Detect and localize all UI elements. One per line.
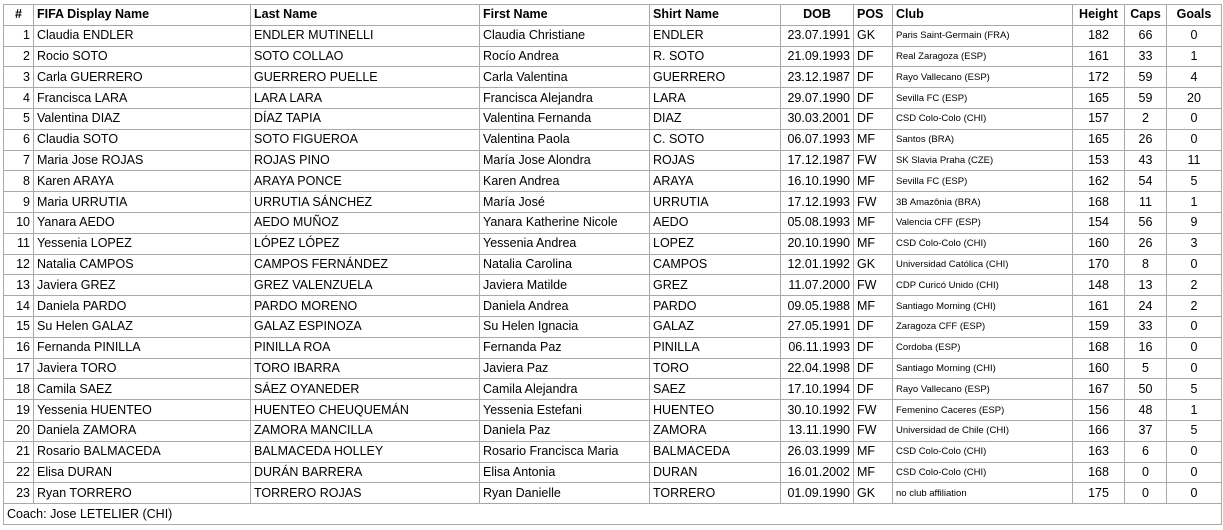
- player-first-name: Claudia Christiane: [480, 25, 650, 46]
- player-last-name: LÓPEZ LÓPEZ: [251, 233, 480, 254]
- player-club: CSD Colo-Colo (CHI): [893, 108, 1073, 129]
- player-dob: 23.07.1991: [781, 25, 854, 46]
- player-dob: 26.03.1999: [781, 441, 854, 462]
- header-row: [4, 5, 1222, 26]
- player-club: Sevilla FC (ESP): [893, 171, 1073, 192]
- player-club: 3B Amazônia (BRA): [893, 192, 1073, 213]
- header-position: POS: [854, 5, 893, 26]
- player-fifa-name: Daniela PARDO: [34, 296, 251, 317]
- player-first-name: Camila Alejandra: [480, 379, 650, 400]
- player-last-name: CAMPOS FERNÁNDEZ: [251, 254, 480, 275]
- player-position: DF: [854, 88, 893, 109]
- player-caps: 33: [1125, 46, 1167, 67]
- player-first-name: Yessenia Andrea: [480, 233, 650, 254]
- player-first-name: Daniela Andrea: [480, 296, 650, 317]
- table-row: [4, 150, 1222, 171]
- player-shirt-name: ARAYA: [650, 171, 781, 192]
- player-number: 6: [4, 129, 34, 150]
- player-goals: 1: [1167, 192, 1222, 213]
- player-club: SK Slavia Praha (CZE): [893, 150, 1073, 171]
- player-shirt-name: DIAZ: [650, 108, 781, 129]
- player-first-name: Rocío Andrea: [480, 46, 650, 67]
- player-goals: 0: [1167, 337, 1222, 358]
- player-club: Real Zaragoza (ESP): [893, 46, 1073, 67]
- player-goals: 5: [1167, 171, 1222, 192]
- player-first-name: María José: [480, 192, 650, 213]
- player-shirt-name: ENDLER: [650, 25, 781, 46]
- table-row: [4, 316, 1222, 337]
- player-caps: 43: [1125, 150, 1167, 171]
- player-first-name: Rosario Francisca Maria: [480, 441, 650, 462]
- player-number: 14: [4, 296, 34, 317]
- player-club: Femenino Caceres (ESP): [893, 400, 1073, 421]
- player-number: 5: [4, 108, 34, 129]
- header-fifa-name: FIFA Display Name: [34, 5, 251, 26]
- player-club: Rayo Vallecano (ESP): [893, 67, 1073, 88]
- player-first-name: Valentina Fernanda: [480, 108, 650, 129]
- player-dob: 16.01.2002: [781, 462, 854, 483]
- table-row: [4, 171, 1222, 192]
- player-fifa-name: Carla GUERRERO: [34, 67, 251, 88]
- player-club: Rayo Vallecano (ESP): [893, 379, 1073, 400]
- player-position: MF: [854, 233, 893, 254]
- player-number: 4: [4, 88, 34, 109]
- player-height: 148: [1073, 275, 1125, 296]
- table-row: [4, 129, 1222, 150]
- player-height: 166: [1073, 420, 1125, 441]
- player-dob: 21.09.1993: [781, 46, 854, 67]
- player-shirt-name: DURAN: [650, 462, 781, 483]
- player-position: FW: [854, 420, 893, 441]
- player-number: 15: [4, 316, 34, 337]
- player-last-name: DURÁN BARRERA: [251, 462, 480, 483]
- player-fifa-name: Yanara AEDO: [34, 212, 251, 233]
- player-shirt-name: URRUTIA: [650, 192, 781, 213]
- player-goals: 1: [1167, 46, 1222, 67]
- player-caps: 59: [1125, 88, 1167, 109]
- player-shirt-name: GREZ: [650, 275, 781, 296]
- player-last-name: SOTO COLLAO: [251, 46, 480, 67]
- player-shirt-name: ROJAS: [650, 150, 781, 171]
- player-shirt-name: ZAMORA: [650, 420, 781, 441]
- player-first-name: Valentina Paola: [480, 129, 650, 150]
- player-dob: 27.05.1991: [781, 316, 854, 337]
- player-club: CSD Colo-Colo (CHI): [893, 441, 1073, 462]
- player-shirt-name: SAEZ: [650, 379, 781, 400]
- player-first-name: Elisa Antonia: [480, 462, 650, 483]
- player-fifa-name: Valentina DIAZ: [34, 108, 251, 129]
- player-shirt-name: R. SOTO: [650, 46, 781, 67]
- player-last-name: ENDLER MUTINELLI: [251, 25, 480, 46]
- player-dob: 06.07.1993: [781, 129, 854, 150]
- player-position: MF: [854, 296, 893, 317]
- player-fifa-name: Francisca LARA: [34, 88, 251, 109]
- table-row: [4, 254, 1222, 275]
- table-row: [4, 88, 1222, 109]
- player-first-name: Natalia Carolina: [480, 254, 650, 275]
- player-shirt-name: LARA: [650, 88, 781, 109]
- player-number: 12: [4, 254, 34, 275]
- player-shirt-name: CAMPOS: [650, 254, 781, 275]
- squad-table: [3, 4, 1222, 525]
- player-position: DF: [854, 316, 893, 337]
- player-caps: 6: [1125, 441, 1167, 462]
- table-row: [4, 108, 1222, 129]
- player-height: 160: [1073, 358, 1125, 379]
- player-height: 168: [1073, 192, 1125, 213]
- player-club: Santiago Morning (CHI): [893, 296, 1073, 317]
- player-club: Santos (BRA): [893, 129, 1073, 150]
- player-dob: 01.09.1990: [781, 483, 854, 504]
- player-dob: 30.10.1992: [781, 400, 854, 421]
- player-height: 154: [1073, 212, 1125, 233]
- player-goals: 0: [1167, 108, 1222, 129]
- player-caps: 56: [1125, 212, 1167, 233]
- player-height: 168: [1073, 462, 1125, 483]
- player-goals: 0: [1167, 129, 1222, 150]
- player-last-name: HUENTEO CHEUQUEMÁN: [251, 400, 480, 421]
- player-last-name: SÁEZ OYANEDER: [251, 379, 480, 400]
- player-goals: 0: [1167, 25, 1222, 46]
- header-club: Club: [893, 5, 1073, 26]
- player-position: DF: [854, 337, 893, 358]
- player-first-name: Karen Andrea: [480, 171, 650, 192]
- player-club: Valencia CFF (ESP): [893, 212, 1073, 233]
- player-fifa-name: Daniela ZAMORA: [34, 420, 251, 441]
- player-last-name: LARA LARA: [251, 88, 480, 109]
- player-caps: 11: [1125, 192, 1167, 213]
- player-first-name: Javiera Matilde: [480, 275, 650, 296]
- player-last-name: SOTO FIGUEROA: [251, 129, 480, 150]
- player-first-name: Yessenia Estefani: [480, 400, 650, 421]
- player-fifa-name: Rocio SOTO: [34, 46, 251, 67]
- header-last-name: Last Name: [251, 5, 480, 26]
- player-last-name: DÍAZ TAPIA: [251, 108, 480, 129]
- player-height: 163: [1073, 441, 1125, 462]
- player-fifa-name: Rosario BALMACEDA: [34, 441, 251, 462]
- player-goals: 0: [1167, 462, 1222, 483]
- player-height: 162: [1073, 171, 1125, 192]
- player-dob: 13.11.1990: [781, 420, 854, 441]
- table-row: [4, 25, 1222, 46]
- player-caps: 8: [1125, 254, 1167, 275]
- player-height: 167: [1073, 379, 1125, 400]
- player-goals: 11: [1167, 150, 1222, 171]
- player-position: FW: [854, 150, 893, 171]
- player-fifa-name: Ryan TORRERO: [34, 483, 251, 504]
- player-last-name: ZAMORA MANCILLA: [251, 420, 480, 441]
- player-goals: 5: [1167, 379, 1222, 400]
- player-height: 153: [1073, 150, 1125, 171]
- player-caps: 13: [1125, 275, 1167, 296]
- player-dob: 17.10.1994: [781, 379, 854, 400]
- player-height: 159: [1073, 316, 1125, 337]
- player-caps: 26: [1125, 233, 1167, 254]
- player-number: 19: [4, 400, 34, 421]
- player-dob: 17.12.1993: [781, 192, 854, 213]
- table-row: [4, 462, 1222, 483]
- header-dob: DOB: [781, 5, 854, 26]
- player-position: GK: [854, 25, 893, 46]
- player-first-name: María Jose Alondra: [480, 150, 650, 171]
- player-shirt-name: GUERRERO: [650, 67, 781, 88]
- player-position: FW: [854, 400, 893, 421]
- player-position: FW: [854, 192, 893, 213]
- header-height: Height: [1073, 5, 1125, 26]
- player-number: 1: [4, 25, 34, 46]
- table-row: [4, 400, 1222, 421]
- player-fifa-name: Camila SAEZ: [34, 379, 251, 400]
- player-number: 21: [4, 441, 34, 462]
- player-caps: 5: [1125, 358, 1167, 379]
- player-club: no club affiliation: [893, 483, 1073, 504]
- player-position: MF: [854, 462, 893, 483]
- player-club: CSD Colo-Colo (CHI): [893, 233, 1073, 254]
- player-height: 161: [1073, 46, 1125, 67]
- player-number: 18: [4, 379, 34, 400]
- player-caps: 48: [1125, 400, 1167, 421]
- player-number: 20: [4, 420, 34, 441]
- player-caps: 0: [1125, 483, 1167, 504]
- player-height: 175: [1073, 483, 1125, 504]
- table-row: [4, 275, 1222, 296]
- header-number: #: [4, 5, 34, 26]
- player-caps: 0: [1125, 462, 1167, 483]
- player-caps: 24: [1125, 296, 1167, 317]
- player-last-name: URRUTIA SÁNCHEZ: [251, 192, 480, 213]
- player-number: 7: [4, 150, 34, 171]
- player-caps: 16: [1125, 337, 1167, 358]
- player-shirt-name: PARDO: [650, 296, 781, 317]
- table-row: [4, 483, 1222, 504]
- player-height: 165: [1073, 88, 1125, 109]
- player-number: 23: [4, 483, 34, 504]
- player-position: MF: [854, 171, 893, 192]
- player-first-name: Javiera Paz: [480, 358, 650, 379]
- player-number: 16: [4, 337, 34, 358]
- player-first-name: Francisca Alejandra: [480, 88, 650, 109]
- player-position: DF: [854, 46, 893, 67]
- player-first-name: Yanara Katherine Nicole: [480, 212, 650, 233]
- player-goals: 5: [1167, 420, 1222, 441]
- player-shirt-name: AEDO: [650, 212, 781, 233]
- table-row: [4, 212, 1222, 233]
- player-position: DF: [854, 67, 893, 88]
- table-row: [4, 233, 1222, 254]
- player-last-name: PARDO MORENO: [251, 296, 480, 317]
- player-goals: 0: [1167, 358, 1222, 379]
- player-dob: 16.10.1990: [781, 171, 854, 192]
- player-fifa-name: Yessenia HUENTEO: [34, 400, 251, 421]
- player-height: 170: [1073, 254, 1125, 275]
- player-club: Santiago Morning (CHI): [893, 358, 1073, 379]
- player-dob: 06.11.1993: [781, 337, 854, 358]
- player-rows: [4, 25, 1222, 503]
- player-number: 10: [4, 212, 34, 233]
- player-goals: 2: [1167, 275, 1222, 296]
- player-goals: 0: [1167, 316, 1222, 337]
- player-position: MF: [854, 212, 893, 233]
- player-last-name: GREZ VALENZUELA: [251, 275, 480, 296]
- player-goals: 0: [1167, 441, 1222, 462]
- player-shirt-name: C. SOTO: [650, 129, 781, 150]
- player-first-name: Fernanda Paz: [480, 337, 650, 358]
- player-dob: 11.07.2000: [781, 275, 854, 296]
- player-shirt-name: LOPEZ: [650, 233, 781, 254]
- player-fifa-name: Claudia SOTO: [34, 129, 251, 150]
- player-shirt-name: PINILLA: [650, 337, 781, 358]
- player-dob: 05.08.1993: [781, 212, 854, 233]
- player-goals: 3: [1167, 233, 1222, 254]
- player-goals: 9: [1167, 212, 1222, 233]
- player-caps: 2: [1125, 108, 1167, 129]
- player-height: 182: [1073, 25, 1125, 46]
- player-position: DF: [854, 108, 893, 129]
- player-dob: 17.12.1987: [781, 150, 854, 171]
- table-row: [4, 192, 1222, 213]
- player-height: 172: [1073, 67, 1125, 88]
- player-goals: 4: [1167, 67, 1222, 88]
- coach-row: [4, 504, 1222, 525]
- player-number: 22: [4, 462, 34, 483]
- player-last-name: PINILLA ROA: [251, 337, 480, 358]
- player-first-name: Carla Valentina: [480, 67, 650, 88]
- player-goals: 1: [1167, 400, 1222, 421]
- player-club: Paris Saint-Germain (FRA): [893, 25, 1073, 46]
- table-row: [4, 441, 1222, 462]
- player-goals: 0: [1167, 483, 1222, 504]
- header-shirt-name: Shirt Name: [650, 5, 781, 26]
- table-row: [4, 296, 1222, 317]
- player-number: 13: [4, 275, 34, 296]
- table-row: [4, 379, 1222, 400]
- table-row: [4, 358, 1222, 379]
- player-club: Sevilla FC (ESP): [893, 88, 1073, 109]
- player-position: DF: [854, 379, 893, 400]
- player-position: MF: [854, 129, 893, 150]
- player-dob: 29.07.1990: [781, 88, 854, 109]
- player-last-name: ROJAS PINO: [251, 150, 480, 171]
- player-caps: 37: [1125, 420, 1167, 441]
- player-caps: 54: [1125, 171, 1167, 192]
- player-caps: 50: [1125, 379, 1167, 400]
- player-shirt-name: BALMACEDA: [650, 441, 781, 462]
- player-goals: 2: [1167, 296, 1222, 317]
- player-shirt-name: GALAZ: [650, 316, 781, 337]
- header-caps: Caps: [1125, 5, 1167, 26]
- player-dob: 30.03.2001: [781, 108, 854, 129]
- player-height: 168: [1073, 337, 1125, 358]
- player-position: GK: [854, 483, 893, 504]
- player-shirt-name: HUENTEO: [650, 400, 781, 421]
- player-last-name: AEDO MUÑOZ: [251, 212, 480, 233]
- player-caps: 33: [1125, 316, 1167, 337]
- player-fifa-name: Javiera GREZ: [34, 275, 251, 296]
- header-first-name: First Name: [480, 5, 650, 26]
- player-shirt-name: TORRERO: [650, 483, 781, 504]
- player-position: FW: [854, 275, 893, 296]
- table-row: [4, 67, 1222, 88]
- player-caps: 59: [1125, 67, 1167, 88]
- player-fifa-name: Yessenia LOPEZ: [34, 233, 251, 254]
- player-dob: 20.10.1990: [781, 233, 854, 254]
- player-dob: 09.05.1988: [781, 296, 854, 317]
- player-number: 3: [4, 67, 34, 88]
- header-goals: Goals: [1167, 5, 1222, 26]
- table-row: [4, 420, 1222, 441]
- player-fifa-name: Elisa DURAN: [34, 462, 251, 483]
- coach-label: Coach: Jose LETELIER (CHI): [4, 504, 1222, 525]
- player-fifa-name: Fernanda PINILLA: [34, 337, 251, 358]
- player-club: Zaragoza CFF (ESP): [893, 316, 1073, 337]
- player-club: Universidad de Chile (CHI): [893, 420, 1073, 441]
- player-height: 161: [1073, 296, 1125, 317]
- player-position: DF: [854, 358, 893, 379]
- table-row: [4, 337, 1222, 358]
- player-last-name: BALMACEDA HOLLEY: [251, 441, 480, 462]
- player-dob: 12.01.1992: [781, 254, 854, 275]
- player-number: 9: [4, 192, 34, 213]
- table-row: [4, 46, 1222, 67]
- player-club: Universidad Católica (CHI): [893, 254, 1073, 275]
- player-number: 2: [4, 46, 34, 67]
- player-first-name: Daniela Paz: [480, 420, 650, 441]
- player-last-name: TORRERO ROJAS: [251, 483, 480, 504]
- player-last-name: ARAYA PONCE: [251, 171, 480, 192]
- player-number: 8: [4, 171, 34, 192]
- player-fifa-name: Maria URRUTIA: [34, 192, 251, 213]
- player-fifa-name: Javiera TORO: [34, 358, 251, 379]
- player-fifa-name: Su Helen GALAZ: [34, 316, 251, 337]
- player-goals: 0: [1167, 254, 1222, 275]
- player-first-name: Su Helen Ignacia: [480, 316, 650, 337]
- player-last-name: GUERRERO PUELLE: [251, 67, 480, 88]
- player-last-name: GALAZ ESPINOZA: [251, 316, 480, 337]
- player-caps: 26: [1125, 129, 1167, 150]
- player-last-name: TORO IBARRA: [251, 358, 480, 379]
- player-fifa-name: Claudia ENDLER: [34, 25, 251, 46]
- player-shirt-name: TORO: [650, 358, 781, 379]
- player-dob: 22.04.1998: [781, 358, 854, 379]
- player-fifa-name: Natalia CAMPOS: [34, 254, 251, 275]
- player-position: GK: [854, 254, 893, 275]
- player-height: 157: [1073, 108, 1125, 129]
- player-height: 160: [1073, 233, 1125, 254]
- player-number: 11: [4, 233, 34, 254]
- player-height: 165: [1073, 129, 1125, 150]
- player-position: MF: [854, 441, 893, 462]
- player-club: CSD Colo-Colo (CHI): [893, 462, 1073, 483]
- player-first-name: Ryan Danielle: [480, 483, 650, 504]
- player-club: CDP Curicó Unido (CHI): [893, 275, 1073, 296]
- player-height: 156: [1073, 400, 1125, 421]
- player-goals: 20: [1167, 88, 1222, 109]
- player-dob: 23.12.1987: [781, 67, 854, 88]
- player-fifa-name: Maria Jose ROJAS: [34, 150, 251, 171]
- player-fifa-name: Karen ARAYA: [34, 171, 251, 192]
- player-caps: 66: [1125, 25, 1167, 46]
- player-number: 17: [4, 358, 34, 379]
- player-club: Cordoba (ESP): [893, 337, 1073, 358]
